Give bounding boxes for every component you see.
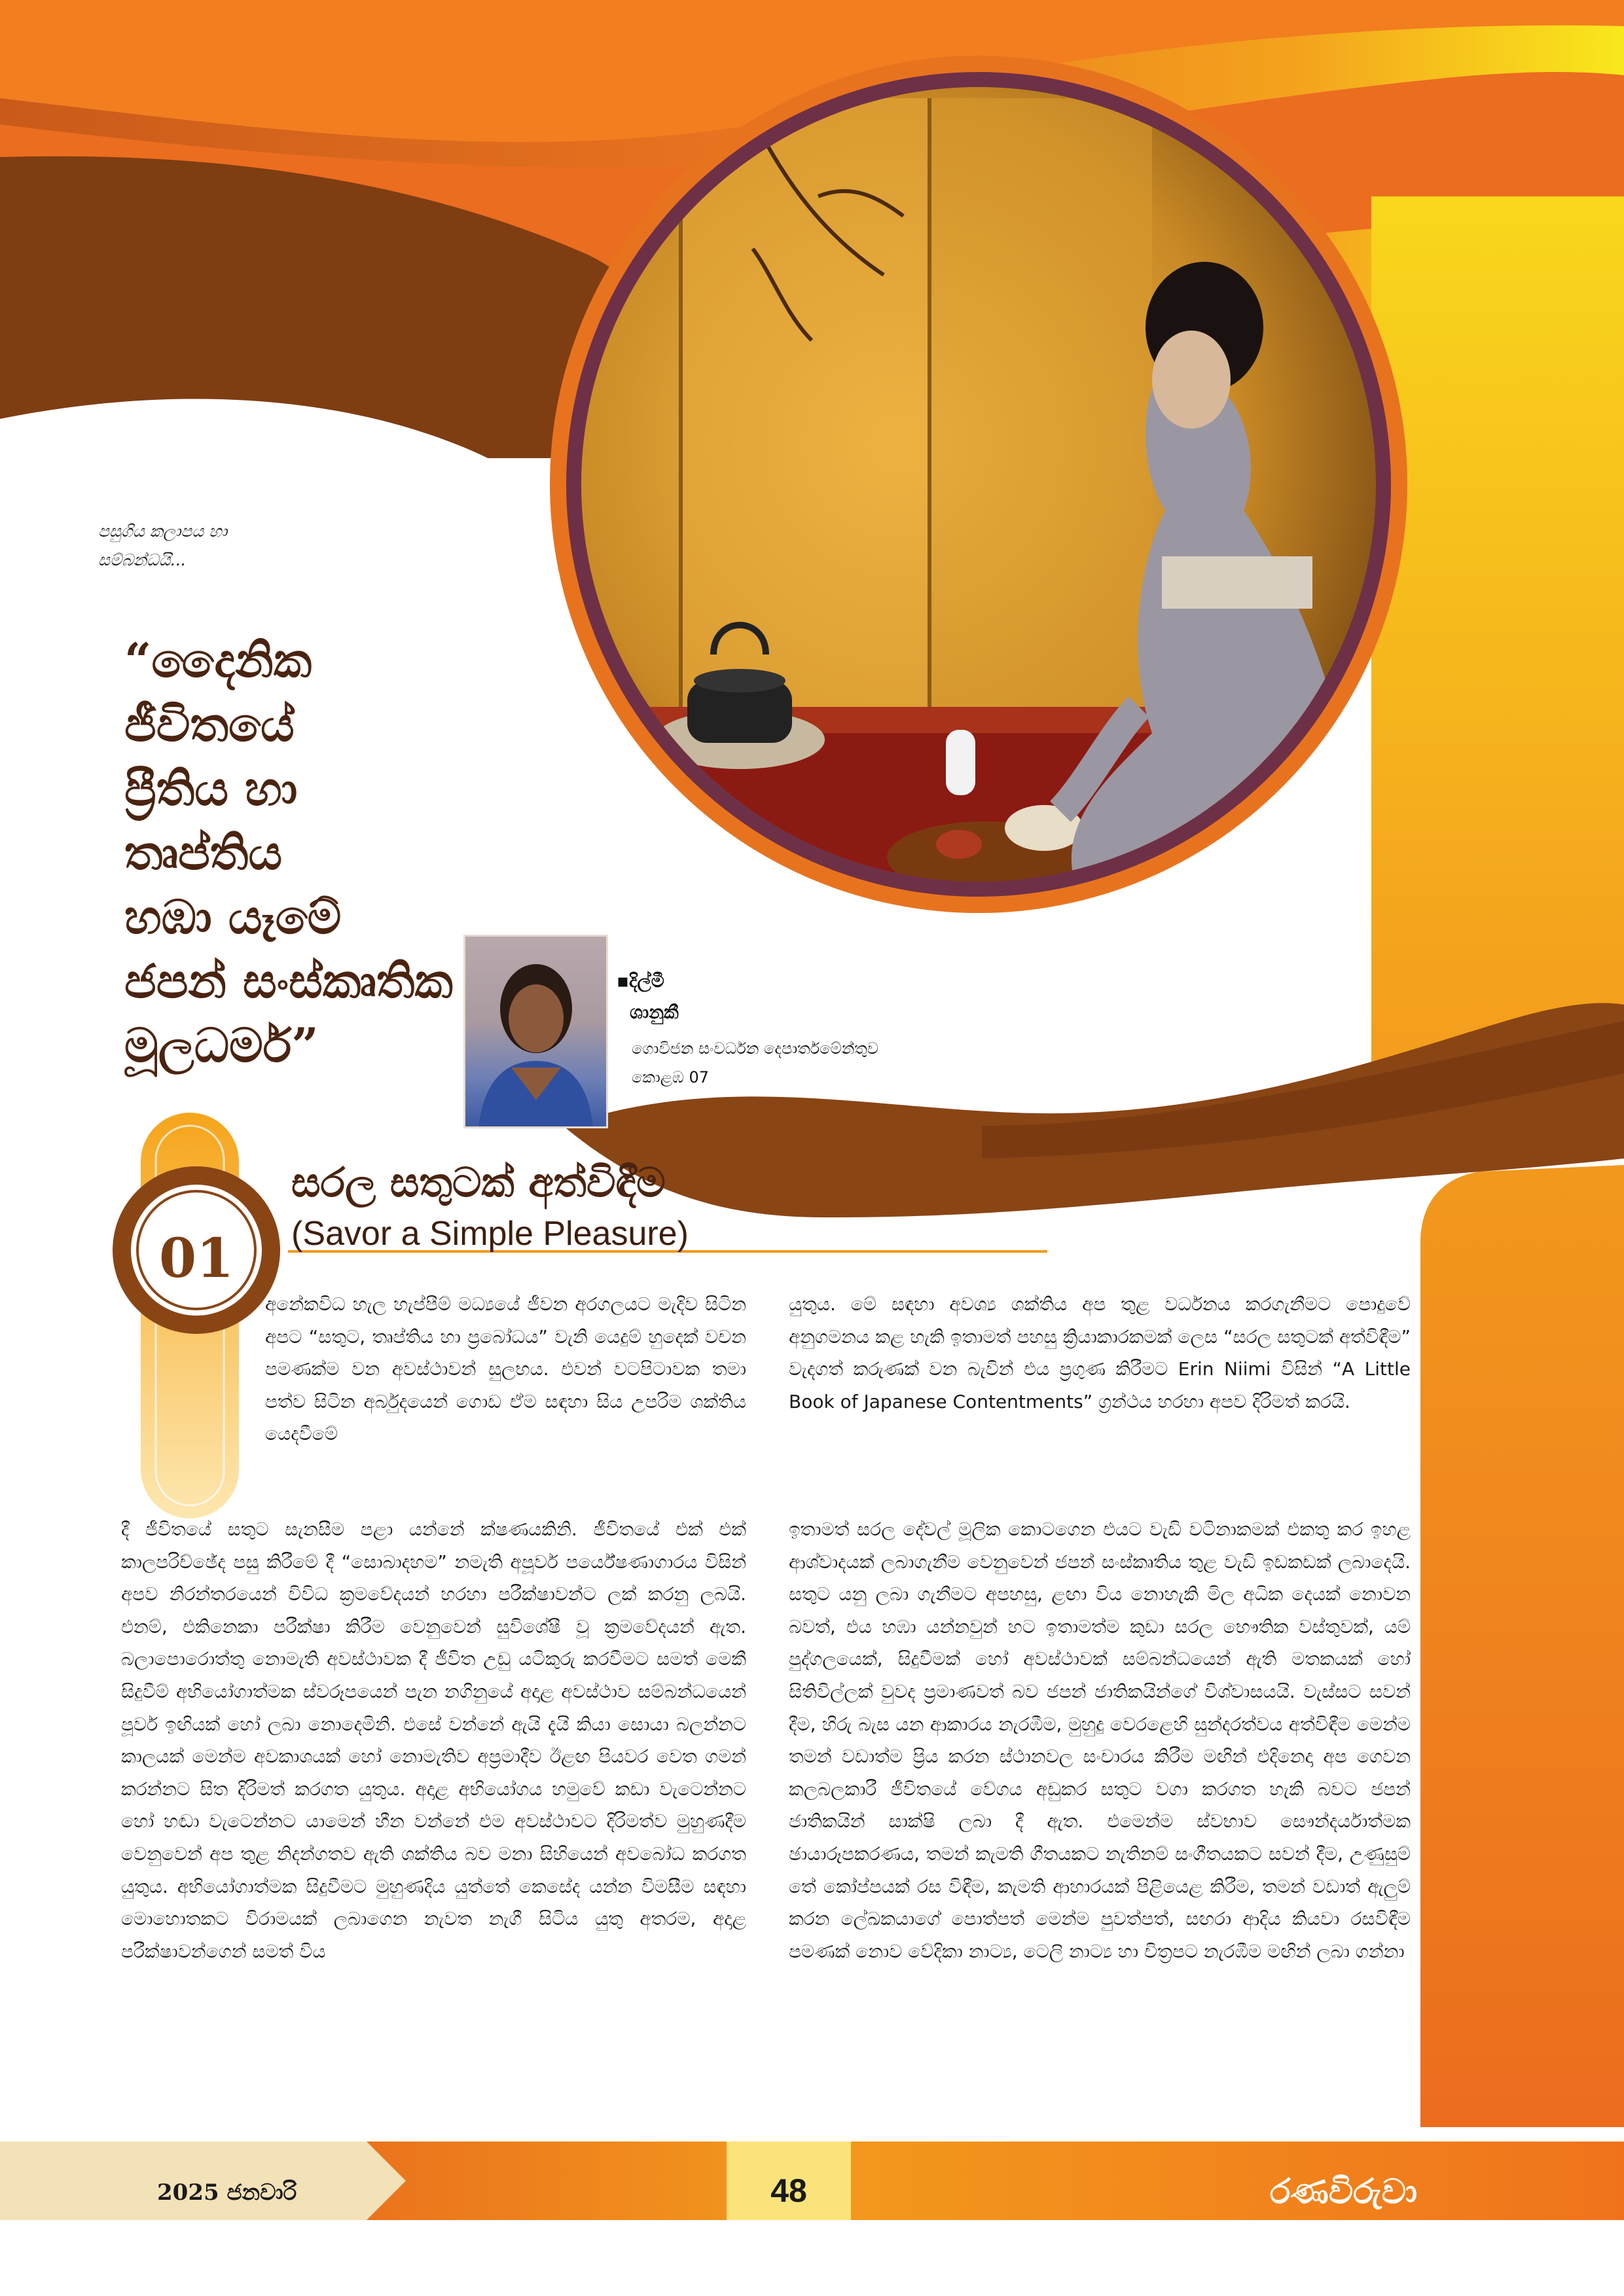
body-column-2-paragraph-2: ඉතාමත් සරල දේවල් මූලික කොටගෙන එයට වැඩි වටිනාකමක් එකතු කර ඉහළ ආශ්වාදයක් ලබාගැනීම වෙනුවෙන් ජපන් සංස්කෘතිය තුළ වැඩි ඉඩකඩක් ලබාදෙයි. සතුට යනු ලබා ගැනීමට අපහසු, ළඟා විය නොහැකි මිල අධික දෙයක් නොවන බවත්, එය හඹා යන්නවුන් හට ඉතාමත්ම කුඩා සරල භෞතික වස්තුවක්, යම් පුද්ගලයෙක්, සිදුවීමක් හෝ අවස්ථාවක් සම්බන්ධයෙන් ඇති මතකයක් හෝ සිතිවිල්ලක් වුවද ප්‍රමාණවත් බව ජපන් ජාතිකයින්ගේ විශ්වාසයයි. වැස්සට සවන් දීම, හිරු බැස යන ආකාරය නැරඹීම, මුහුදු වෙරළෙහි සුන්දරත්වය අත්විඳීම මෙන්ම තමන් වඩාත්ම ප්‍රිය කරන ස්ථානවල සංචාරය කිරීම මඟින් එදිනෙදා අප ගෙවන කලබලකාරී ජීවිතයේ වේගය අඩුකර සතුට වගා කරගත හැකි බවට ජපන් ජාතිකයින් සාක්ෂි ලබා දී ඇත. එමෙන්ම ස්වභාව සෞන්දර්යාත්මක ඡායාරූපකරණය, තමන් කැමති ගීතයකට නැතිනම් සංගීතයකට සවන් දීම, උණුසුම් තේ කෝප්පයක් රස විඳීම, කැමති ආහාරයක් පිළියෙළ කිරීම, තමන් වඩාත් ඇලුම් කරන ලේඛකයාගේ පොත්පත් මෙන්ම පුවත්පත්, සඟරා ආදිය කියවා රසවිඳීම පමණක් නොව වේදිකා නාට්‍ය, ටෙලි නාට්‍ය හා චිත්‍රපට නැරඹීම මඟින් ලබා ගන්නා: [789, 1518, 1411, 1962]
footer-date: 2025 ජනවාරි: [157, 2179, 297, 2206]
headline-line: ප්‍රීතිය හා තෘප්තිය: [124, 761, 298, 880]
body-column-1-intro: අනේකවිධ හැල හැප්පීම් මධ්‍යයේ ජීවන අරගලයට මැදිව සිටින අපට “සතුට, තෘප්තිය හා ප්‍රබෝධය” වැනි යෙදුම් හුදෙක් වචන පමණක්ම වන අවස්ථාවන් සුලභය. එවන් වටපිටාවක තමා පත්ව සිටින අර්බුදයෙන් ගොඩ ඒම සඳහා සිය උපරිම ශක්තිය යෙදවීමේ: [265, 1293, 746, 1445]
author-first-name: දිල්මී: [628, 970, 664, 992]
author-photo: [463, 935, 608, 1128]
author-org-line: කොළඹ 07: [632, 1068, 709, 1086]
author-name: [617, 965, 679, 1028]
author-last-name: ශානුකී: [630, 1001, 679, 1023]
kicker-line: සම්බන්ධයි...: [98, 550, 187, 569]
author-org-line: ගොවිජන සංවර්ධන දෙපාර්තමේන්තුව: [632, 1039, 878, 1058]
headline-line: “දෛනික ජීවිතයේ: [124, 632, 312, 752]
kicker-line: පසුගිය කලාපය හා: [98, 522, 228, 541]
page-number: 48: [770, 2172, 807, 2209]
magazine-brand: රණවිරුවා: [1270, 2172, 1418, 2212]
kicker: [98, 517, 295, 575]
section-number: 01: [158, 1227, 234, 1290]
author-name-line: [617, 965, 679, 997]
bullet-icon: ▪: [617, 970, 629, 992]
section-subtitle: (Savor a Simple Pleasure): [291, 1215, 689, 1253]
section-title: සරල සතුටක් අත්විඳීම: [291, 1158, 666, 1206]
headline-line: ජපන් සංස්කෘතික: [124, 953, 453, 1009]
body-column-1: දී ජීවිතයේ සතුට සැනසීම පළා යන්නේ ක්ෂණයකිනි. ජීවිතයේ එක් එක් කාලපරිච්ඡේද පසු කිරීමේ දී “සොබාදහම” නමැති අපූර්ව පර්යේෂණාගාරය විසින් අපව නිරන්තරයෙන් විවිධ ක්‍රමවේදයන් හරහා පරීක්ෂාවන්ට ලක් කරනු ලබයි. එනම්, එකිනෙකා පරීක්ෂා කිරීම වෙනුවෙන් සුවිශේෂී වූ ක්‍රමවේදයන් ඇත. බලාපොරොත්තු නොමැති අවස්ථාවක දී ජීවිත උඩු යටිකුරු කරවීමට සමත් මෙකී සිදුවීම් අභියෝගාත්මක ස්වරූපයෙන් පැන නගිනුයේ අදාළ අවස්ථාව සම්බන්ධයෙන් පූර්ව ඉඟියක් හෝ ලබා නොදෙමිනි. එසේ වන්නේ ඇයි දැයි කියා සොයා බලන්නට කාලයක් මෙන්ම අවකාශයක් හෝ නොමැතිව අප්‍රමාදීව ඊළඟ පියවර වෙත ගමන් කරන්නට සිත දිරිමත් කරගත යුතුය. අදාළ අභියෝගය හමුවේ කඩා වැටෙන්නට හෝ හඬා වැටෙන්නට යාමෙන් හීන වන්නේ එම අවස්ථාවට දිරිමත්ව මුහුණදීම වෙනුවෙන් අප තුළ නිදන්ගතව ඇති ශක්තිය බව මනා සිහියෙන් අවබෝධ කරගත යුතුය. අභියෝගාත්මක සිදුවීමට මුහුණදිය යුත්තේ කෙසේද යන්න විමසීම සඳහා මොහොතකට විරාමයක් ලබාගෙන නැවත නැගී සිටිය යුතු අතරම, අදාළ පරීක්ෂාවන්ගෙන් සමත් විය: [121, 1518, 746, 1962]
body-column-2-paragraph-1: යුතුය. මේ සඳහා අවශ්‍ය ශක්තිය අප තුළ වර්ධනය කරගැනීමට පොදුවේ අනුගමනය කළ හැකි ඉතාමත් පහසු ක්‍රියාකාරකමක් ලෙස “සරල සතුටක් අත්විඳීම” වැදගත් කරුණක් වන බැවින් එය ප්‍රගුණ කිරීමට Erin Niimi විසින් “A Little Book of Japanese Contentments” ග්‍රන්ථය හරහා අපව දිරිමත් කරයි.: [789, 1293, 1411, 1412]
headline-line: හඹා යෑමේ: [124, 889, 342, 944]
headline: [124, 628, 465, 1077]
headline-line: මූලධර්ම”: [124, 1017, 319, 1073]
author-portrait-icon: [465, 937, 606, 1126]
author-affiliation: [632, 1034, 972, 1092]
